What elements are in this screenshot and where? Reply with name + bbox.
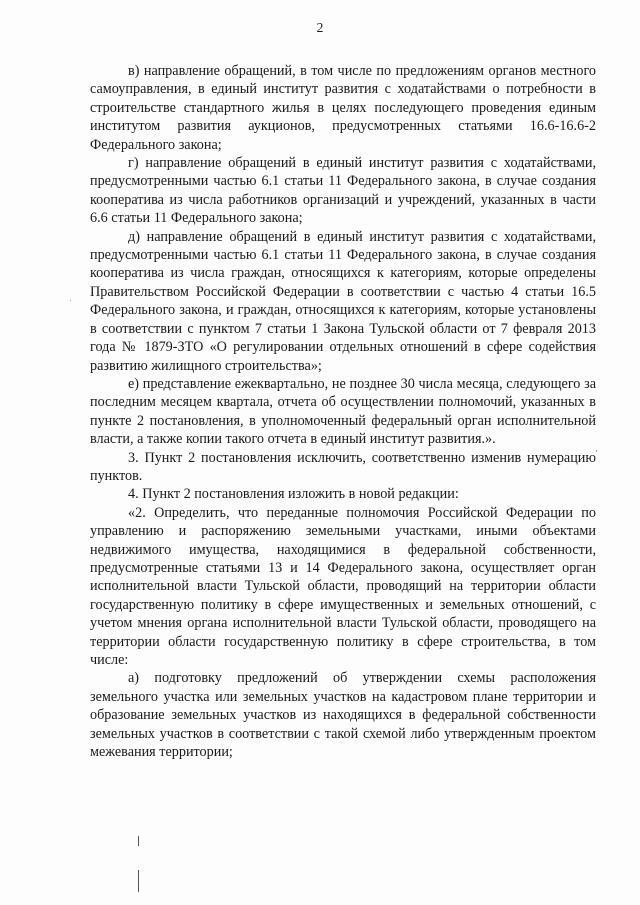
paragraph-a: а) подготовку предложений об утверждении схемы расположения земельного участка или земельных участков на кадастровом плане территории и образование земельных участков из находящихся в федеральной собственности земельных участков в соответствии с такой схемой либо утвержденным проектом межевания территории; [90,670,596,761]
paragraph-d: д) направление обращений в единый институт развития с ходатайствами, предусмотренными частью 6.1 статьи 11 Федерального закона, в случае создания кооператива из числа граждан, относящихся к категориям, которые определены Правительством Российской Федерации в соответствии с частью 4 статьи 16.5 Федерального закона, и граждан, относящихся к категориям, которые установлены в соответствии с пунктом 7 статьи 1 Закона Тульской области от 7 февраля 2013 года № 1879-ЗТО «О регулировании отдельных отношений в сфере содействия развитию жилищного строительства»; [90,228,596,374]
document-body [90,62,596,761]
paragraph-new-item-2: «2. Определить, что переданные полномочия Российской Федерации по управлению и распоряжению земельными участками, иными объектами недвижимого имущества, находящимися в федеральной собственности, предусмотренные статьями 13 и 14 Федерального закона, осуществляет орган исполнительной власти Тульской области, проводящий на территории области государственную политику в сфере имущественных и земельных отношений, с учетом мнения органа исполнительной власти Тульской области, проводящего на территории области государственную политику в сфере строительства, в том числе: [90,504,596,668]
paragraph-v: в) направление обращений, в том числе по предложениям органов местного самоуправления, в единый институт развития с ходатайствами о потребности в строительстве стандартного жилья в целях последующего проведения единым институтом развития аукционов, предусмотренных статьями 16.6-16.6-2 Федерального закона; [90,63,596,153]
paragraph-item-3: 3. Пункт 2 постановления исключить, соответственно изменив нумерацию пунктов. [90,449,596,484]
scan-artifact-mark [138,836,139,846]
page-number: 2 [316,20,324,35]
paragraph-e: е) представление ежеквартально, не позднее 30 числа месяца, следующего за последним месяцем квартала, отчета об осуществлении полномочий, указанных в пункте 2 постановления, в уполномоченный федеральный орган исполнительной власти, а также копии такого отчета в единый институт развития.». [90,375,596,448]
scan-artifact-mark [138,870,139,892]
paragraph-g: г) направление обращений в единый институт развития с ходатайствами, предусмотренными частью 6.1 статьи 11 Федерального закона, в случае создания кооператива из числа работников организаций и учреждений, указанных в части 6.6 статьи 11 Федерального закона; [90,155,596,227]
paragraph-item-4: 4. Пункт 2 постановления изложить в новой редакции: [128,486,459,503]
scan-artifact-dot [70,300,71,301]
scan-artifact-dot [596,450,597,452]
